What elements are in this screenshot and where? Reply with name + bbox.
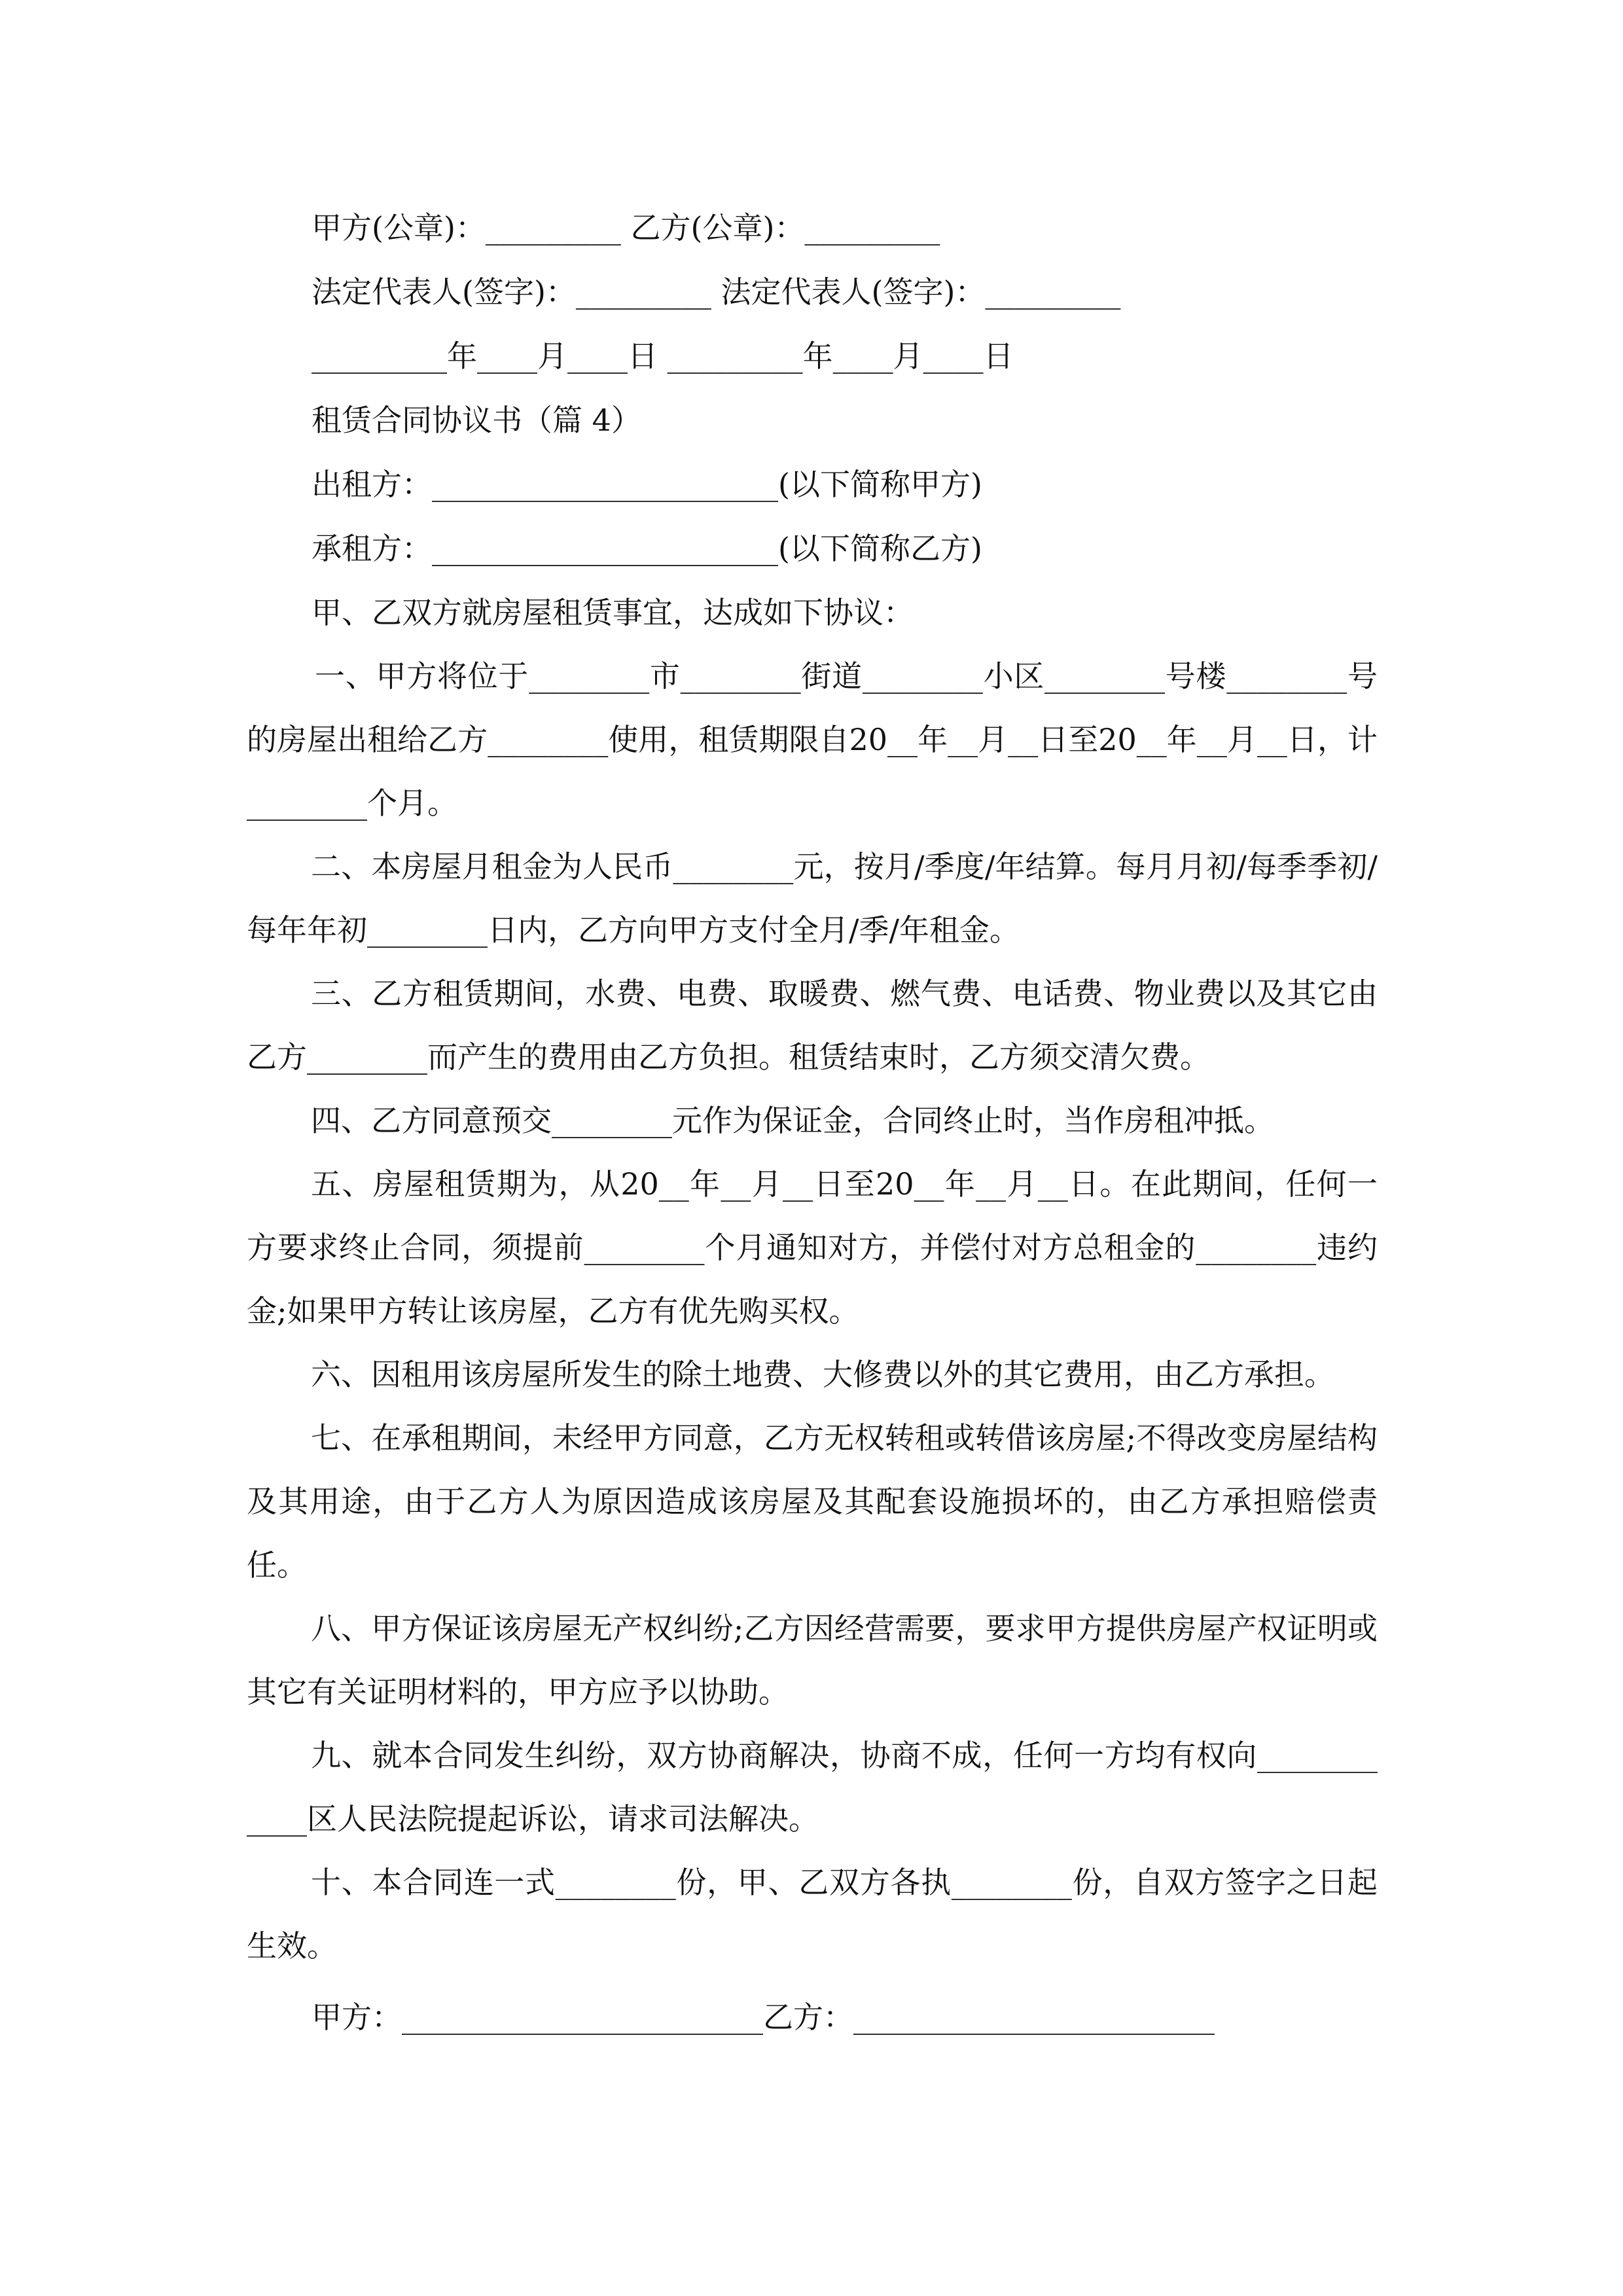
date-line: _________年____月____日 _________年____月____日	[312, 338, 1014, 374]
clause-10: 十、本合同连一式________份，甲、乙双方各执________份，自双方签字之日起生效。	[247, 1865, 1378, 1964]
contract-clauses	[247, 645, 1378, 1978]
clause-4: 四、乙方同意预交________元作为保证金，合同终止时，当作房租冲抵。	[311, 1103, 1274, 1138]
clause-9: 九、就本合同发生纠纷，双方协商解决，协商不成，任何一方均有权向____________区人民法院提起诉讼，请求司法解决。	[247, 1738, 1378, 1837]
clause-8: 八、甲方保证该房屋无产权纠纷;乙方因经营需要，要求甲方提供房屋产权证明或其它有关证明材料的，甲方应予以协助。	[247, 1611, 1378, 1710]
party-seal-line: 甲方(公章)：_________ 乙方(公章)：_________	[312, 210, 940, 245]
intro-line: 甲、乙双方就房屋租赁事宜，达成如下协议：	[312, 595, 914, 630]
clause-7: 七、在承租期间，未经甲方同意，乙方无权转租或转借该房屋;不得改变房屋结构及其用途，由于乙方人为原因造成该房屋及其配套设施损坏的，由乙方承担赔偿责任。	[247, 1420, 1378, 1583]
clause-2: 二、本房屋月租金为人民币________元，按月/季度/年结算。每月月初/每季季初/每年年初________日内，乙方向甲方支付全月/季/年租金。	[247, 849, 1378, 948]
clause-1: 一、甲方将位于________市________街道________小区________号楼________号的房屋出租给乙方________使用，租赁期限自20__年__月__日至20__年__月__日，计________个月。	[247, 658, 1378, 821]
clause-3: 三、乙方租赁期间，水费、电费、取暖费、燃气费、电话费、物业费以及其它由乙方________而产生的费用由乙方负担。租赁结束时，乙方须交清欠费。	[247, 976, 1378, 1075]
lessor-line: 出租方：_______________________(以下简称甲方)	[312, 467, 982, 502]
clause-6: 六、因租用该房屋所发生的除土地费、大修费以外的其它费用，由乙方承担。	[311, 1357, 1334, 1392]
legal-rep-signature-line: 法定代表人(签字)：_________ 法定代表人(签字)：_________	[312, 274, 1121, 310]
document-title: 租赁合同协议书（篇 4）	[312, 403, 641, 438]
lessee-line: 承租方：_______________________(以下简称乙方)	[312, 531, 982, 566]
bottom-signature-line: 甲方：________________________乙方：________________________	[312, 2000, 1215, 2035]
clause-5: 五、房屋租赁期为，从20__年__月__日至20__年__月__日。在此期间，任何一方要求终止合同，须提前________个月通知对方，并偿付对方总租金的________违约金;如果甲方转让该房屋，乙方有优先购买权。	[247, 1166, 1378, 1329]
